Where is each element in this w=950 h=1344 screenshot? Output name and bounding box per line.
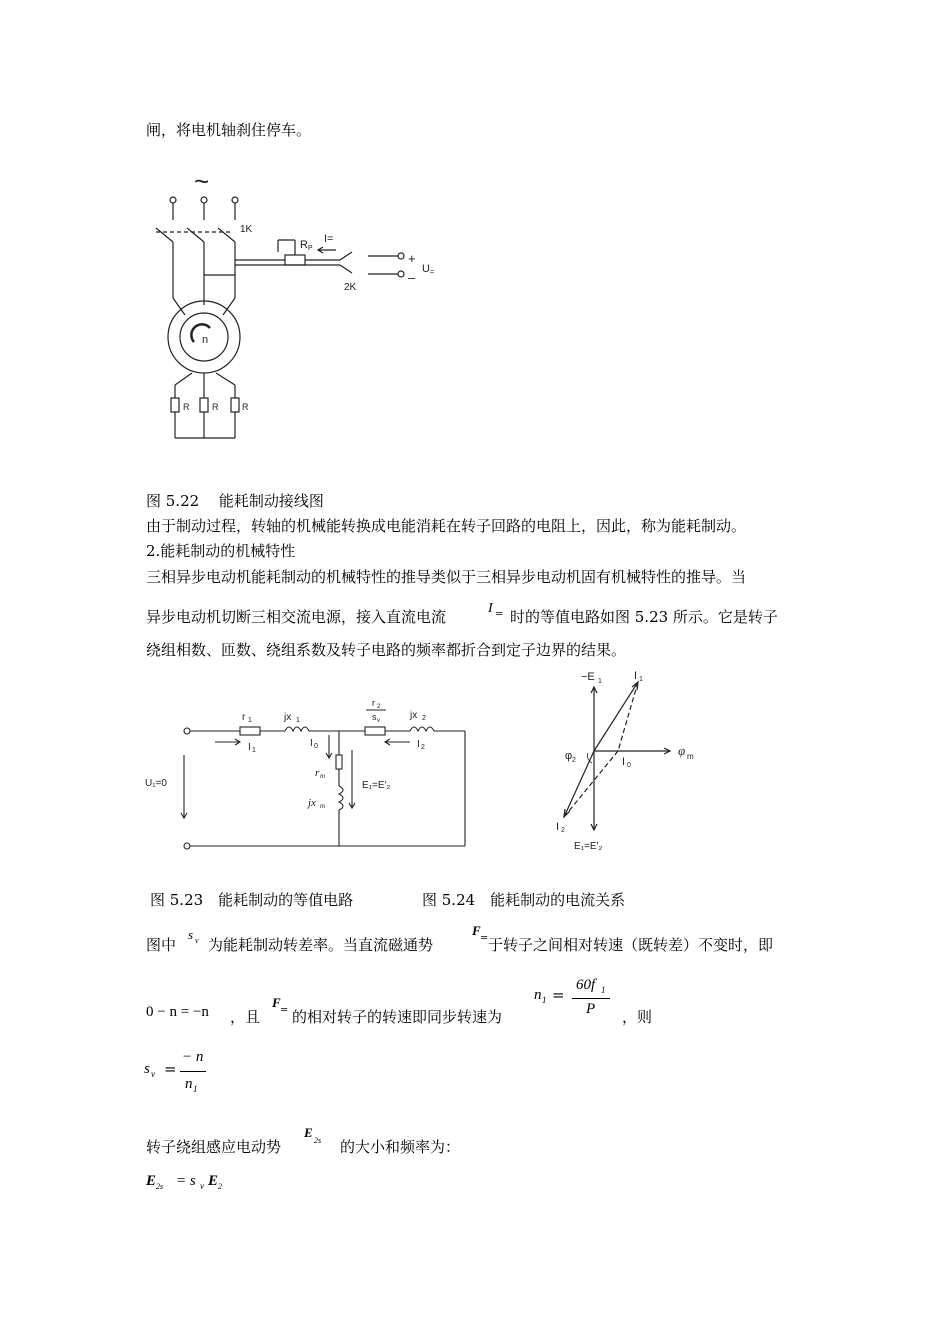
rotor-resistor-1-label: R <box>183 402 190 412</box>
current-label: I= <box>324 233 334 245</box>
emf-symbol: E <box>304 1125 313 1140</box>
jxm-subscript: m <box>320 802 326 810</box>
paragraph-1: 由于制动过程，转轴的机械能转换成电能消耗在转子回路的电阻上，因此，称为能耗制动。 <box>146 517 747 535</box>
paragraph-3-start: 图中 <box>146 936 177 954</box>
slip-symbol: s <box>188 927 194 942</box>
rp-subscript: P <box>308 245 313 252</box>
paragraph-5-start: 转子绕组感应电动势 <box>146 1138 282 1156</box>
motor-speed-label: n <box>202 334 209 346</box>
i1-phasor-label: I <box>634 670 638 682</box>
slip-symbol-sub: v <box>195 936 199 945</box>
synchronous-speed-formula: n 1 = 60f 1 P <box>534 976 614 1024</box>
phi-m-label: φ <box>678 743 686 758</box>
rm-subscript: m <box>320 772 326 780</box>
rotor-resistor-2-label: R <box>212 402 219 412</box>
i2-label: I <box>417 739 420 750</box>
i1-phasor-subscript: 1 <box>639 676 643 683</box>
rp-label: R <box>300 239 308 251</box>
dc-voltage-label: U <box>422 263 430 275</box>
i2-subscript: 2 <box>421 744 425 751</box>
jx2-label: jx <box>410 710 418 721</box>
figure-5-24-phasor-diagram <box>548 665 728 860</box>
switch-1k-label: 1K <box>240 224 253 235</box>
rotor-resistor-3-label: R <box>242 402 249 412</box>
emf-symbol-sub: 2s <box>314 1136 322 1145</box>
jx1-subscript: 1 <box>296 717 300 724</box>
paragraph-2-line-2-end: 时的等值电路如图 5.23 所示。它是转子 <box>510 608 778 626</box>
i2-phasor-label: I <box>556 821 560 833</box>
i0-subscript: 0 <box>314 743 318 750</box>
figure-5-23-equivalent-circuit <box>140 690 480 865</box>
plus-terminal-label: + <box>408 251 416 266</box>
i2-phasor-subscript: 2 <box>561 827 565 834</box>
sv-subscript: v <box>377 718 380 724</box>
emf-formula: E 2s = s v E 2 <box>146 1173 222 1191</box>
paragraph-4-middle: 的相对转子的转速即同步转速为 <box>292 1008 503 1026</box>
paragraph-5-end: 的大小和频率为： <box>340 1138 461 1156</box>
top-line: 闸，将电机轴刹住停车。 <box>146 121 312 139</box>
r1-subscript: 1 <box>248 717 252 724</box>
switch-2k-label: 2K <box>344 282 357 293</box>
paragraph-4-end: ，则 <box>622 1008 653 1026</box>
i0-label: I <box>310 738 313 749</box>
emf-equation-label-2: E₁=E′₂ <box>574 841 603 852</box>
i0-phasor-label: I <box>622 756 626 768</box>
phi-m-subscript: m <box>687 752 694 761</box>
i0-phasor-subscript: 0 <box>627 762 631 769</box>
dc-current-symbol: I <box>488 601 493 616</box>
paragraph-4-start: ，且 <box>230 1008 261 1026</box>
dc-current-symbol-sub: = <box>495 609 504 620</box>
r2-subscript: 2 <box>377 704 381 710</box>
caption-figure-5-23: 图 5.23 能耗制动的等值电路 <box>150 891 354 909</box>
minus-e1-subscript: 1 <box>598 678 602 685</box>
paragraph-2-line-1: 三相异步电动机能耗制动的机械特性的推导类似于三相异步电动机固有机械特性的推导。当 <box>146 568 747 586</box>
caption-figure-5-22: 图 5.22 能耗制动接线图 <box>146 492 324 510</box>
caption-figure-5-24: 图 5.24 能耗制动的电流关系 <box>422 891 626 909</box>
sv-label: s <box>372 712 377 722</box>
section-heading-2: 2.能耗制动的机械特性 <box>146 542 296 560</box>
jx1-label: jx <box>284 712 292 723</box>
minus-terminal-label: – <box>408 270 416 285</box>
rm-label: r <box>315 767 320 779</box>
minus-e1-label: −E <box>581 671 595 683</box>
relative-speed-formula: 0 − n = −n <box>146 1004 209 1020</box>
mmf-symbol-sub: = <box>480 933 489 944</box>
paragraph-3-end: 于转子之间相对转速（既转差）不变时，即 <box>488 936 774 954</box>
paragraph-2-line-2-start: 异步电动机切断三相交流电源，接入直流电流 <box>146 608 447 626</box>
phi2-label: φ <box>565 750 573 762</box>
u1-label: U₁=0 <box>145 778 167 789</box>
paragraph-3-middle: 为能耗制动转差率。当直流磁通势 <box>208 936 434 954</box>
figure-5-22-wiring-diagram <box>140 170 460 445</box>
i1-subscript: 1 <box>252 747 256 754</box>
jx2-subscript: 2 <box>422 715 426 722</box>
mmf-symbol-2: F <box>272 995 281 1010</box>
ac-tilde-symbol: ~ <box>194 170 210 196</box>
mmf-symbol: F <box>472 923 481 938</box>
paragraph-2-line-3: 绕组相数、匝数、绕组系数及转子电路的频率都折合到定子边界的结果。 <box>146 641 627 659</box>
phi2-subscript: 2 <box>572 757 576 764</box>
r1-label: r <box>242 712 246 723</box>
dc-voltage-subscript: = <box>430 269 435 276</box>
jxm-label: jx <box>308 797 316 809</box>
emf-equation-label: E₁=E′₂ <box>362 780 391 791</box>
i1-label: I <box>248 742 251 753</box>
r2-label: r <box>372 698 375 708</box>
slip-formula: s v = − n n 1 <box>144 1048 214 1096</box>
mmf-symbol-2-sub: = <box>280 1005 289 1016</box>
